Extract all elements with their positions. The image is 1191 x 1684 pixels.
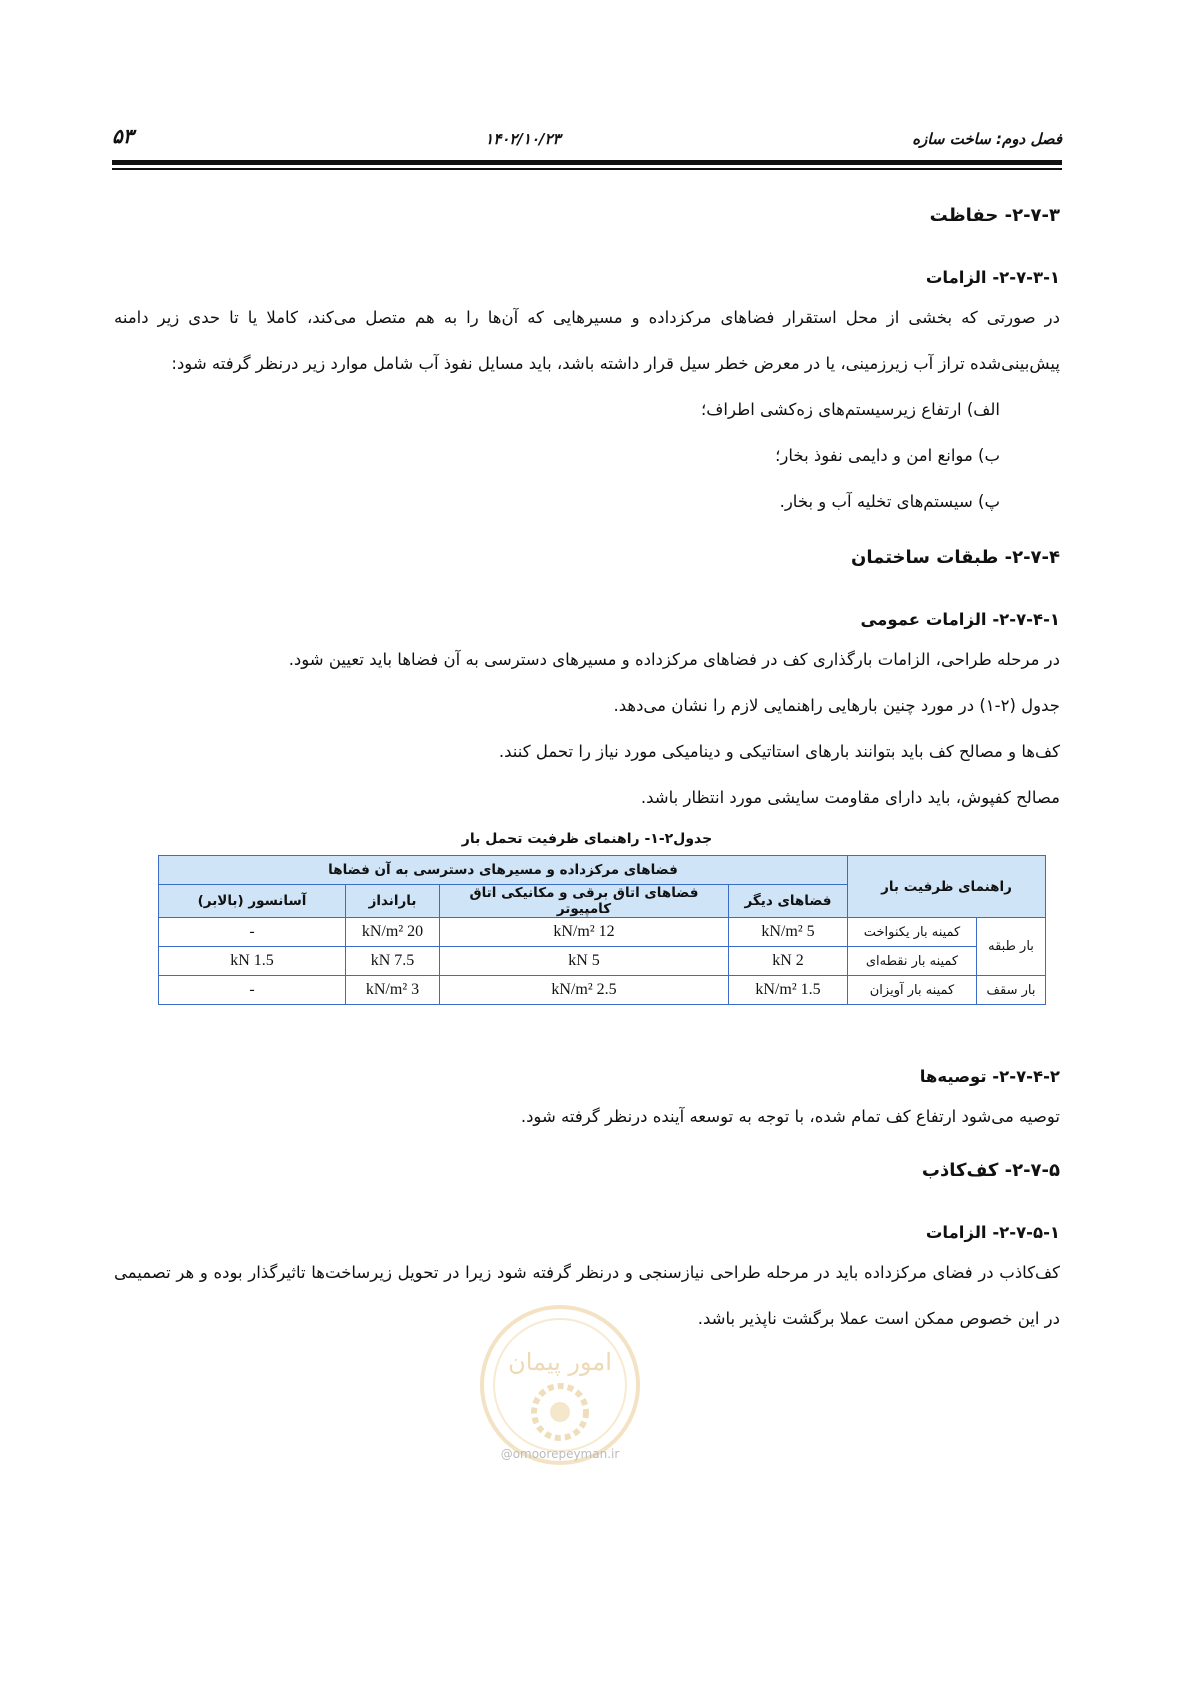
subsection-heading-general-requirements: ۲-۷-۴-۱- الزامات عمومی [860,610,1060,629]
watermark-logo [475,1300,645,1470]
table-caption: جدول۲-۱- راهنمای ظرفیت تحمل بار [461,831,713,847]
row-group-ceiling-load: بار سقف [977,976,1046,1005]
section-heading-protection: ۲-۷-۳- حفاظت [929,205,1060,226]
column-header: فضاهای اتاق برقی و مکانیکی اتاق کامپیوتر [440,885,729,918]
paragraph: مصالح کفپوش، باید دارای مقاومت سایشی مورد انتظار باشد. [640,788,1060,807]
subsection-heading-requirements: ۲-۷-۵-۱- الزامات [925,1223,1060,1242]
table-row [159,976,1046,1005]
table-cell: 12 kN/m² [440,918,729,947]
document-date: ۱۴۰۲/۱۰/۲۳ [485,130,561,148]
watermark-logo-text: امور پیمان [508,1348,612,1376]
row-label: کمینه بار نقطه‌ای [848,947,977,976]
row-label: کمینه بار یکنواخت [848,918,977,947]
chapter-title: فصل دوم: ساخت سازه [912,130,1062,148]
column-header: آسانسور (بالابر) [159,885,346,918]
table-row [159,947,1046,976]
section-heading-raised-floor: ۲-۷-۵- کف‌کاذب [921,1160,1060,1181]
table-cell: 1.5 kN/m² [729,976,848,1005]
subsection-heading-recommendations: ۲-۷-۴-۲- توصیه‌ها [919,1067,1060,1086]
table-cell: - [159,976,346,1005]
table-group-header: فضاهای مرکزداده و مسیرهای دسترسی به آن فضاها [159,856,848,885]
column-header: فضاهای دیگر [729,885,848,918]
column-header: بارانداز [346,885,440,918]
requirements-list [114,387,1060,525]
row-group-floor-load: بار طبقه [977,918,1046,976]
table-cell: 1.5 kN [159,947,346,976]
table-row [159,918,1046,947]
table-cell: 5 kN [440,947,729,976]
table-cell: 2 kN [729,947,848,976]
page-content [114,205,1060,1342]
paragraph-water-penetration: در صورتی که بخشی از محل استقرار فضاهای مرکزداده و مسیرهایی که آن‌ها را به هم متصل می‌کند، کاملا یا تا حدی زیر دامنه پیش‌بینی‌شده تراز آب زیرزمینی، یا در معرض خطر سیل قرار داشته باشد، باید مسایل نفوذ آب شامل موارد زیر درنظر گرفته شود: [114,308,1060,373]
watermark-site: @omoorepeyman.ir [500,1447,620,1461]
table-cell: 2.5 kN/m² [440,976,729,1005]
paragraph: کف‌ها و مصالح کف باید بتوانند بارهای استاتیکی و دینامیکی مورد نیاز را تحمل کنند. [498,742,1060,761]
table-cell: 7.5 kN [346,947,440,976]
list-item: الف) ارتفاع زیرسیستم‌های زه‌کشی اطراف؛ [701,400,1000,419]
table-cell: 5 kN/m² [729,918,848,947]
table-cell: 3 kN/m² [346,976,440,1005]
paragraph: جدول (۲-۱) در مورد چنین بارهایی راهنمایی لازم را نشان می‌دهد. [613,696,1060,715]
section-heading-building-floors: ۲-۷-۴- طبقات ساختمان [851,547,1060,568]
paragraph: در مرحله طراحی، الزامات بارگذاری کف در فضاهای مرکزداده و مسیرهای دسترسی به آن فضاها باید تعیین شود. [288,650,1060,669]
list-item: پ) سیستم‌های تخلیه آب و بخار. [779,492,1000,511]
page-number: ۵۳ [112,124,134,148]
paragraph-raised-floor: کف‌کاذب در فضای مرکزداده باید در مرحله طراحی نیازسنجی و درنظر گرفته شود زیرا در تحویل زیرساخت‌ها تاثیرگذار بوده و هر تصمیمی در این خصوص ممکن است عملا برگشت ناپذیر باشد. [114,1263,1060,1328]
table-cell: - [159,918,346,947]
load-capacity-table [158,855,1046,1005]
row-label: کمینه بار آویزان [848,976,977,1005]
subsection-heading-requirements: ۲-۷-۳-۱- الزامات [925,268,1060,287]
page-header [112,118,1062,148]
list-item: ب) موانع امن و دایمی نفوذ بخار؛ [775,446,1000,465]
header-rule-thick [112,160,1062,165]
table-corner-header: راهنمای ظرفیت بار [848,856,1046,918]
table-cell: 20 kN/m² [346,918,440,947]
header-rule-thin [112,168,1062,170]
paragraph: توصیه می‌شود ارتفاع کف تمام شده، با توجه به توسعه آینده درنظر گرفته شود. [520,1107,1060,1126]
